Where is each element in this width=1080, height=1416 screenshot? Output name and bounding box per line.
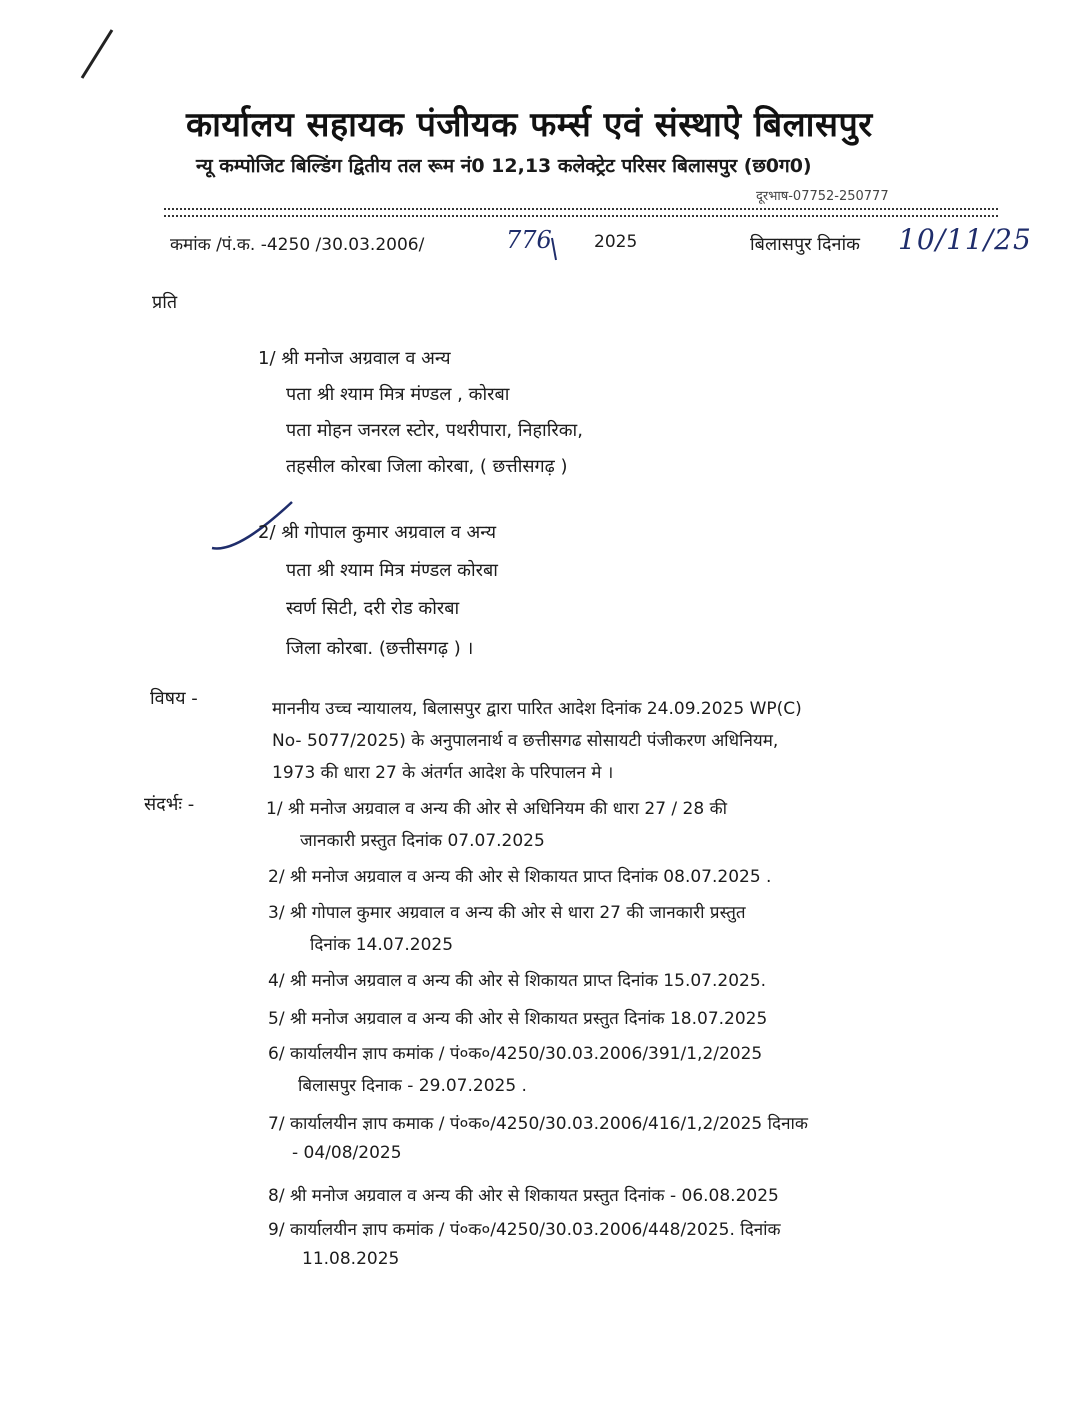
references-label: संदर्भः - <box>144 794 195 815</box>
office-address: न्यू कम्पोजिट बिल्डिंग द्वितीय तल रूम नं0 12,13 कलेक्ट्रेट परिसर बिलासपुर (छ0ग0) <box>196 155 812 177</box>
reference-item: 2/ श्री मनोज अग्रवाल व अन्य की ओर से शिकायत प्राप्त दिनांक 08.07.2025 . <box>268 867 772 887</box>
reference-year: 2025 <box>594 232 638 252</box>
office-phone: दूरभाष-07752-250777 <box>756 189 889 204</box>
reference-item: 11.08.2025 <box>302 1249 400 1269</box>
reference-item: 3/ श्री गोपाल कुमार अग्रवाल व अन्य की ओर से धारा 27 की जानकारी प्रस्तुत <box>268 903 746 923</box>
to-label: प्रति <box>152 292 178 313</box>
recipient-1-line-4: तहसील कोरबा जिला कोरबा, ( छत्तीसगढ़ ) <box>286 456 568 477</box>
header-divider <box>164 208 998 217</box>
reference-item: दिनांक 14.07.2025 <box>310 935 454 955</box>
recipient-2-line-1: 2/ श्री गोपाल कुमार अग्रवाल व अन्य <box>258 522 497 543</box>
reference-item: 4/ श्री मनोज अग्रवाल व अन्य की ओर से शिकायत प्राप्त दिनांक 15.07.2025. <box>268 971 767 991</box>
corner-pen-stroke <box>82 30 112 78</box>
recipient-1-line-2: पता श्री श्याम मित्र मंण्डल , कोरबा <box>286 384 510 405</box>
reference-number: कमांक /पं.क. -4250 /30.03.2006/ <box>170 235 425 255</box>
subject-line-3: 1973 की धारा 27 के अंतर्गत आदेश के परिपालन मे । <box>272 763 614 783</box>
recipient-2-line-4: जिला कोरबा. (छत्तीसगढ़ ) । <box>286 638 474 659</box>
handwritten-date: 10/11/25 <box>898 223 1032 256</box>
place-date-label: बिलासपुर दिनांक <box>750 234 860 255</box>
reference-item: 9/ कार्यालयीन ज्ञाप कमांक / पं०क०/4250/30.03.2006/448/2025. दिनांक <box>268 1220 781 1240</box>
recipient-2-line-3: स्वर्ण सिटी, दरी रोड कोरबा <box>286 598 460 619</box>
reference-item: 7/ कार्यालयीन ज्ञाप कमाक / पं०क०/4250/30.03.2006/416/1,2/2025 दिनाक <box>268 1114 808 1134</box>
office-title: कार्यालय सहायक पंजीयक फर्म्स एवं संस्थाऐ बिलासपुर <box>186 105 873 145</box>
reference-item: बिलासपुर दिनाक - 29.07.2025 . <box>298 1076 527 1096</box>
reference-item: जानकारी प्रस्तुत दिनांक 07.07.2025 <box>300 831 545 851</box>
reference-item: - 04/08/2025 <box>292 1143 402 1163</box>
subject-line-2: No- 5077/2025) के अनुपालनार्थ व छत्तीसगढ सोसायटी पंजीकरण अधिनियम, <box>272 731 779 751</box>
reference-item: 8/ श्री मनोज अग्रवाल व अन्य की ओर से शिकायत प्रस्तुत दिनांक - 06.08.2025 <box>268 1186 779 1206</box>
subject-label: विषय - <box>150 688 198 709</box>
recipient-1-line-1: 1/ श्री मनोज अग्रवाल व अन्य <box>258 348 451 369</box>
reference-item: 1/ श्री मनोज अग्रवाल व अन्य की ओर से अधिनियम की धारा 27 / 28 की <box>266 799 728 819</box>
hand-stroke <box>552 238 556 260</box>
subject-line-1: माननीय उच्च न्यायालय, बिलासपुर द्वारा पारित आदेश दिनांक 24.09.2025 WP(C) <box>272 699 802 719</box>
handwritten-reference-number: 776 <box>506 226 552 254</box>
recipient-1-line-3: पता मोहन जनरल स्टोर, पथरीपारा, निहारिका, <box>286 420 583 441</box>
reference-item: 5/ श्री मनोज अग्रवाल व अन्य की ओर से शिकायत प्रस्तुत दिनांक 18.07.2025 <box>268 1009 768 1029</box>
recipient-2-line-2: पता श्री श्याम मित्र मंण्डल कोरबा <box>286 560 498 581</box>
reference-item: 6/ कार्यालयीन ज्ञाप कमांक / पं०क०/4250/30.03.2006/391/1,2/2025 <box>268 1044 763 1064</box>
